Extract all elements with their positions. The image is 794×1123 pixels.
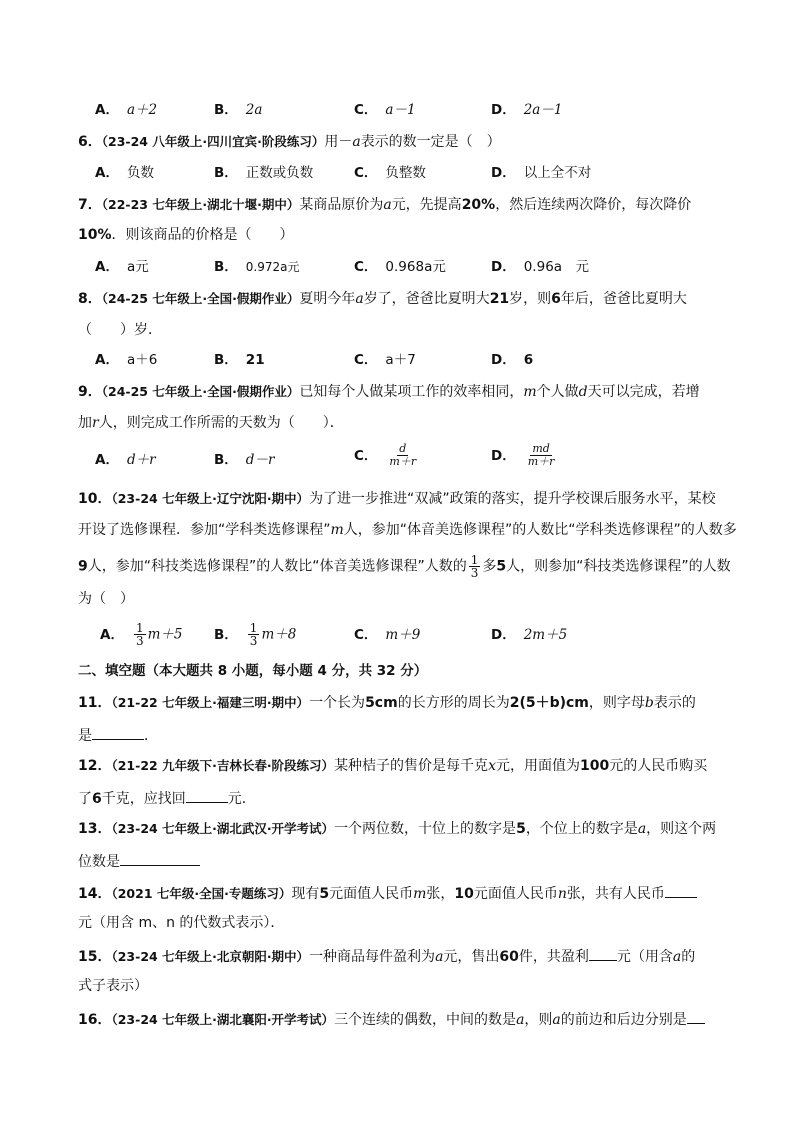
q5-option-d[interactable]: D． 2a－1 (491, 102, 563, 118)
q10-one-third-fraction: $\frac{1}{3}$ (470, 553, 479, 580)
question-9-line-2: 加r人，则完成工作所需的天数为（ ）． (78, 415, 344, 431)
q15-answer-blank[interactable] (589, 945, 617, 961)
q6-option-a[interactable]: A． 负数 (95, 165, 154, 181)
question-11-line-2: 是 ． (78, 724, 734, 746)
question-10: 10．（23-24 七年级上·辽宁沈阳·期中）为了进一步推进“双减”政策的落实，提升学校课后服务水平，某校 (78, 491, 716, 507)
q16-answer-blank[interactable] (687, 1008, 705, 1024)
q9-option-c-fraction: $\frac{d}{m+r}$ (389, 442, 417, 468)
question-11: 11．（21-22 七年级上·福建三明·期中）一个长为5cm的长方形的周长为2(5＋b)cm，则字母b表示的 (78, 695, 696, 711)
q10-option-b[interactable]: B． $\frac{1}{3}$ m＋8 (214, 621, 297, 648)
q5-option-c[interactable]: C． a－1 (354, 102, 416, 118)
question-12-line-2: 了6千克，应找回 元． (78, 787, 734, 809)
question-10-line-2: 开设了选修课程．参加“学科类选修课程”m人，参加“体音美选修课程”的人数比“学科类选修课程”的人数多 (78, 522, 737, 538)
question-13-line-2: 位数是 (78, 850, 734, 872)
question-13: 13．（23-24 七年级上·湖北武汉·开学考试）一个两位数，十位上的数字是5，个位上的数字是a，则这个两 (78, 821, 717, 837)
question-9: 9．（24-25 七年级上·全国·假期作业）已知每个人做某项工作的效率相同，m个人做d天可以完成，若增 (78, 384, 700, 400)
question-15: 15．（23-24 七年级上·北京朝阳·期中）一种商品每件盈利为a元，售出60件，共盈利 元（用含a的 (78, 945, 734, 967)
question-10-line-4: 为（ ） (78, 591, 134, 607)
question-8: 8．（24-25 七年级上·全国·假期作业）夏明今年a岁了，爸爸比夏明大21岁，则6年后，爸爸比夏明大 (78, 291, 687, 307)
q9-option-b[interactable]: B． d－r (214, 452, 275, 468)
question-12: 12．（21-22 九年级下·吉林长春·阶段练习）某种桔子的售价是每千克x元，用面值为100元的人民币购买 (78, 758, 708, 774)
question-16: 16．（23-24 七年级上·湖北襄阳·开学考试）三个连续的偶数，中间的数是a，则a的前边和后边分别是 (78, 1008, 734, 1030)
q6-option-c[interactable]: C． 负整数 (354, 165, 426, 181)
question-15-line-2: 式子表示） (78, 978, 148, 994)
section-2-heading: 二、填空题（本大题共 8 小题，每小题 4 分，共 32 分） (78, 663, 428, 679)
q9-option-a[interactable]: A． d＋r (95, 452, 156, 468)
q10-option-d[interactable]: D． 2m＋5 (491, 627, 568, 643)
q14-answer-blank[interactable] (665, 882, 697, 898)
question-14: 14．（2021 七年级·全国·专题练习）现有5元面值人民币m张，10元面值人民币n张，共有人民币 (78, 882, 734, 904)
q10-option-a-fraction: $\frac{1}{3}$ (135, 621, 144, 648)
q8-option-b[interactable]: B． 21 (214, 352, 265, 368)
q6-option-b[interactable]: B． 正数或负数 (214, 165, 314, 181)
q6-option-d[interactable]: D． 以上全不对 (491, 165, 592, 181)
question-10-line-3: 9人，参加“科技类选修课程”的人数比“体音美选修课程”人数的 $\frac{1}{3}$ 多5人，则参加“科技类选修课程”的人数 (78, 553, 731, 580)
q9-option-d[interactable]: D． $\frac{md}{m+r}$ (491, 442, 555, 468)
q9-option-c[interactable]: C． $\frac{d}{m+r}$ (354, 442, 417, 468)
question-7: 7．（22-23 七年级上·湖北十堰·期中）某商品原价为a元，先提高20%，然后连续两次降价，每次降价 (78, 197, 692, 213)
q5-option-b[interactable]: B． 2a (214, 102, 263, 118)
q8-option-c[interactable]: C． a＋7 (354, 352, 416, 368)
q7-option-c[interactable]: C． 0.968a元 (354, 259, 446, 275)
q11-answer-blank[interactable] (92, 724, 144, 740)
q7-option-d[interactable]: D． 0.96a 元 (491, 259, 590, 275)
q9-option-d-fraction: $\frac{md}{m+r}$ (527, 442, 555, 468)
question-8-line-2: （ ）岁． (78, 322, 162, 338)
q5-option-a[interactable]: A． a＋2 (95, 102, 158, 118)
question-7-line-2: 10%．则该商品的价格是（ ） (78, 227, 294, 243)
q10-option-c[interactable]: C． m＋9 (354, 627, 421, 643)
q10-option-a[interactable]: A． $\frac{1}{3}$ m＋5 (100, 621, 183, 648)
question-6: 6．（23-24 八年级上·四川宜宾·阶段练习）用－a表示的数一定是（ ） (78, 134, 501, 150)
question-14-line-2: 元（用含 m、n 的代数式表示）． (78, 915, 285, 931)
q8-option-a[interactable]: A． a＋6 (95, 352, 158, 368)
q7-option-a[interactable]: A． a元 (95, 259, 149, 275)
q10-option-b-fraction: $\frac{1}{3}$ (249, 621, 258, 648)
q8-option-d[interactable]: D． 6 (491, 352, 534, 368)
q13-answer-blank[interactable] (120, 850, 200, 866)
q12-answer-blank[interactable] (186, 787, 228, 803)
q7-option-b[interactable]: B． 0.972a元 (214, 259, 300, 275)
